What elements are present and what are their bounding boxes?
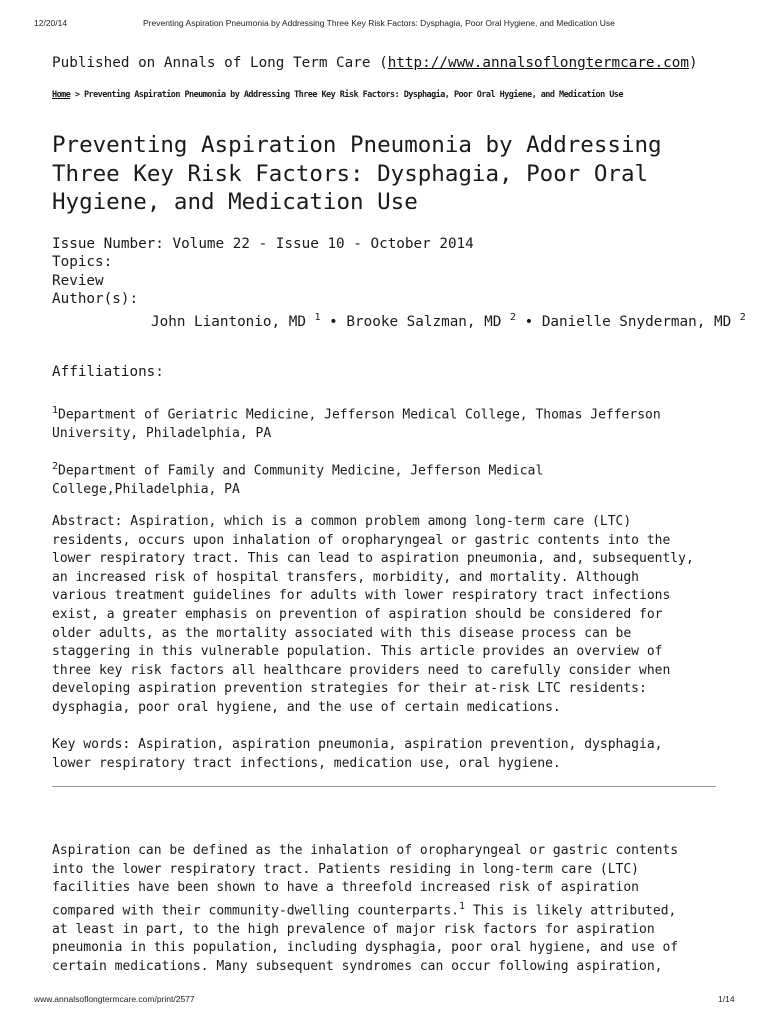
body-line: Aspiration can be defined as the inhalation of oropharyngeal or gastric contents [52,843,679,858]
body-paragraph [52,842,678,976]
abstract-line: an increased risk of hospital transfers, morbidity, and mortality. Although [52,569,639,585]
author-affiliation-sup: 2 [509,312,516,323]
abstract-line: lower respiratory tract. This can lead to aspiration pneumonia, and, subsequently, [52,551,694,567]
published-suffix: ) [688,55,698,71]
section-divider [52,786,716,787]
abstract-line: developing aspiration prevention strategies for their at-risk LTC residents: [52,681,647,697]
affiliation-line: Department of Family and Community Medicine, Jefferson Medical [58,463,544,479]
author-name: John Liantonio, MD [151,313,306,330]
affiliation-sup: 2 [52,461,59,472]
print-header-title: Preventing Aspiration Pneumonia by Addressing Three Key Risk Factors: Dysphagia, Poor Oral Hygiene, and Medication Use [143,18,615,28]
author-affiliation-sup: 2 [739,312,746,323]
page-title [52,131,662,217]
breadcrumb [52,90,623,100]
title-line: Preventing Aspiration Pneumonia by Addressing [52,132,662,158]
breadcrumb-home-link[interactable]: Home [52,90,71,100]
article-meta [52,235,474,308]
topic-review: Review [52,272,104,289]
abstract-line: staggering in this vulnerable population. This article provides an overview of [52,644,663,660]
reference-sup: 1 [459,900,466,912]
abstract-line: Abstract: Aspiration, which is a common problem among long-term care (LTC) [52,514,632,529]
affiliation-1 [52,402,661,444]
keywords-line: Key words: Aspiration, aspiration pneumonia, aspiration prevention, dysphagia, [52,737,663,752]
affiliation-2 [52,458,543,500]
author-name: Danielle Snyderman, MD [541,313,732,330]
author-separator: • [320,313,347,330]
body-line: certain medications. Many subsequent syndromes can occur following aspiration, [52,958,663,974]
body-line: into the lower respiratory tract. Patients residing in long-term care (LTC) [52,861,639,877]
body-line: compared with their community-dwelling counterparts. [52,903,459,919]
print-date: 12/20/14 [34,18,68,28]
issue-number: Issue Number: Volume 22 - Issue 10 - October 2014 [52,236,474,252]
abstract-line: older adults, as the mortality associated with this disease process can be [52,625,632,641]
abstract-line: dysphagia, poor oral hygiene, and the use of certain medications. [52,699,561,715]
keywords-line: lower respiratory tract infections, medication use, oral hygiene. [52,755,561,771]
title-line: Hygiene, and Medication Use [52,189,418,215]
abstract-line: various treatment guidelines for adults with lower respiratory tract infections [52,588,671,604]
affiliation-line: College,Philadelphia, PA [52,481,240,497]
affiliation-line: Department of Geriatric Medicine, Jefferson Medical College, Thomas Jefferson [58,407,661,423]
breadcrumb-separator: > [70,90,84,100]
affiliations-label: Affiliations: [52,364,164,380]
topics-label: Topics: [52,254,113,271]
print-footer-page: 1/14 [718,994,735,1004]
author-separator: • [515,313,542,330]
authors-line [151,312,746,330]
print-footer-url: www.annalsoflongtermcare.com/print/2577 [34,994,195,1004]
breadcrumb-current: Preventing Aspiration Pneumonia by Addressing Three Key Risk Factors: Dysphagia, Poor Oral Hygiene, and Medication Use [83,90,623,100]
author-name: Brooke Salzman, MD [346,313,502,330]
abstract [52,513,694,718]
published-prefix: Published on Annals of Long Term Care ( [52,55,388,71]
title-line: Three Key Risk Factors: Dysphagia, Poor Oral [52,160,649,187]
body-line: facilities have been shown to have a threefold increased risk of aspiration [52,880,639,896]
site-link[interactable]: http://www.annalsoflongtermcare.com [387,55,689,71]
body-line: pneumonia in this population, including dysphagia, poor oral hygiene, and use of [52,940,679,956]
authors-label: Author(s): [52,290,139,307]
author-affiliation-sup: 1 [314,312,321,323]
affiliation-sup: 1 [52,405,59,416]
abstract-line: residents, occurs upon inhalation of oropharyngeal or gastric contents into the [52,532,671,548]
abstract-line: exist, a greater emphasis on prevention of aspiration should be considered for [52,606,663,622]
affiliation-line: University, Philadelphia, PA [52,425,272,441]
abstract-line: three key risk factors all healthcare providers need to carefully consider when [52,662,671,678]
published-line [52,55,698,71]
body-line: at least in part, to the high prevalence of major risk factors for aspiration [52,921,655,937]
body-line-tail: This is likely attributed, [465,903,677,919]
keywords [52,736,662,773]
